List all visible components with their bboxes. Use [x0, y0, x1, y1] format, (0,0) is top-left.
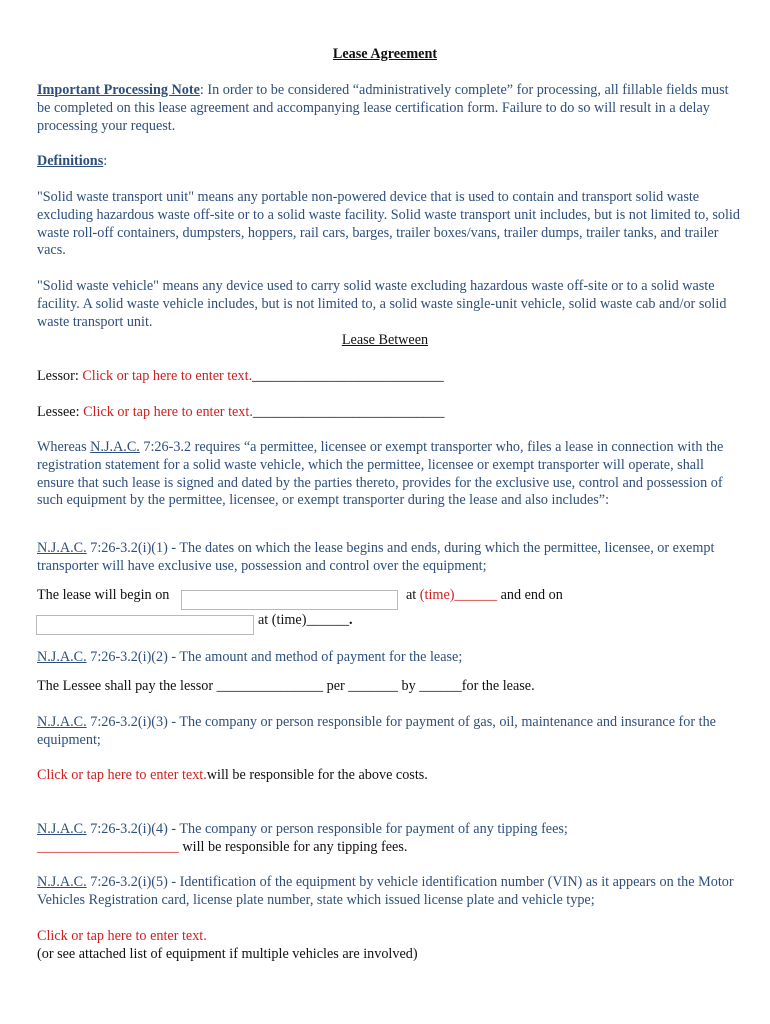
rule-5: [37, 874, 742, 910]
lessor-underline: ___________________________: [252, 368, 444, 384]
definitions-colon: :: [103, 153, 108, 169]
lease-begin-label: The lease will begin on: [37, 587, 170, 603]
lessor-label: Lessor:: [37, 368, 83, 384]
rule-2-text: 7:26-3.2(i)(2) - The amount and method of payment for the lease;: [86, 649, 463, 665]
njac-link[interactable]: N.J.A.C.: [37, 821, 87, 837]
lessor-field[interactable]: Click or tap here to enter text.: [82, 368, 253, 384]
tipping-text: will be responsible for any tipping fees.: [178, 839, 408, 855]
rule-5-text: 7:26-3.2(i)(5) - Identification of the equipment by vehicle identification number (VIN) as it appears on the Motor Vehicles Registration card, license plate number, state which issued license plate and vehicle type;: [37, 874, 734, 908]
njac-link[interactable]: N.J.A.C.: [90, 439, 140, 455]
lease-end-date-field[interactable]: [36, 615, 254, 635]
rule-1-text: 7:26-3.2(i)(1) - The dates on which the lease begins and ends, during which the permittee, licensee, or exempt transporter will have exclusive use, possession and control over the equipment;: [37, 540, 715, 574]
rule-1: [37, 540, 742, 576]
tipping-line: [37, 839, 742, 857]
lease-between-heading: Lease Between: [341, 332, 429, 348]
lessee-field[interactable]: Click or tap here to enter text.: [83, 404, 253, 420]
lease-end-label: and end on: [497, 587, 563, 603]
whereas-text: 7:26-3.2 requires “a permittee, licensee or exempt transporter who, files a lease in connection with the registration statement for a solid waste vehicle, which the permittee, licensee or exempt transporter will operate, shall ensure that such lease is signed and dated by the parties thereto, provides for the exclusive use, control and possession of such equipment by the permittee, licensee, or exempt transporter during the lease and also includes”:: [37, 439, 724, 509]
rule-4-text: 7:26-3.2(i)(4) - The company or person responsible for payment of any tipping fees;: [86, 821, 568, 837]
processing-note: [37, 82, 742, 135]
lessee-line: [37, 404, 742, 422]
rule-3-text: 7:26-3.2(i)(3) - The company or person responsible for payment of gas, oil, maintenance and insurance for the equipment;: [37, 714, 716, 748]
definition-transport-unit: "Solid waste transport unit" means any portable non-powered device that is used to contain and transport solid waste excluding hazardous waste off-site or to a solid waste facility. Solid waste transport unit includes, but is not limited to, solid waste roll-off containers, dumpsters, hoppers, rail cars, barges, trailer boxes/vans, trailer dumps, trailer tanks, and trailer vacs.: [37, 189, 740, 259]
whereas-pre: Whereas: [37, 439, 91, 455]
rule-3: [37, 714, 742, 750]
begin-time-field[interactable]: (time): [419, 587, 455, 603]
costs-field[interactable]: Click or tap here to enter text.: [37, 767, 207, 783]
end-time-underline[interactable]: ______: [306, 612, 350, 628]
costs-line: [37, 767, 742, 785]
njac-link[interactable]: N.J.A.C.: [37, 714, 87, 730]
definitions-heading: [37, 153, 742, 171]
lessee-underline: ___________________________: [252, 404, 445, 420]
definitions-label: Definitions: [37, 153, 104, 169]
lease-begin-time: [406, 587, 606, 605]
end-time-period: .: [349, 612, 353, 628]
processing-note-sep: :: [199, 82, 204, 98]
processing-note-label: Important Processing Note: [37, 82, 200, 98]
end-time-label: at (time): [258, 612, 307, 628]
whereas-paragraph: [37, 439, 742, 510]
costs-text: will be responsible for the above costs.: [206, 767, 428, 783]
lease-end-time: [258, 612, 458, 630]
begin-time-underline: ______: [454, 587, 498, 603]
processing-note-text: In order to be considered “administratively complete” for processing, all fillable fields must be completed on this lease agreement and accompanying lease certification form. Failure to do so will result in a delay processing your request.: [37, 82, 729, 134]
equipment-note: (or see attached list of equipment if multiple vehicles are involved): [37, 946, 418, 962]
at-label: at: [406, 587, 420, 603]
njac-link[interactable]: N.J.A.C.: [37, 874, 87, 890]
njac-link[interactable]: N.J.A.C.: [37, 649, 87, 665]
payment-line: The Lessee shall pay the lessor _______________ per _______ by ______for the lease.: [37, 678, 535, 694]
lessee-label: Lessee:: [37, 404, 84, 420]
rule-2: [37, 649, 742, 667]
lessor-line: [37, 368, 742, 386]
rule-4: [37, 821, 742, 839]
njac-link[interactable]: N.J.A.C.: [37, 540, 87, 556]
equipment-field[interactable]: Click or tap here to enter text.: [37, 928, 207, 944]
tipping-field[interactable]: ____________________: [37, 839, 179, 855]
definition-solid-waste-vehicle: "Solid waste vehicle" means any device used to carry solid waste excluding hazardous waste off-site or to a solid waste facility. A solid waste vehicle includes, but is not limited to, a solid waste single-unit vehicle, solid waste cab and/or solid waste transport unit.: [37, 278, 727, 330]
lease-begin-date-field[interactable]: [181, 590, 398, 610]
document-title: Lease Agreement: [332, 46, 438, 62]
